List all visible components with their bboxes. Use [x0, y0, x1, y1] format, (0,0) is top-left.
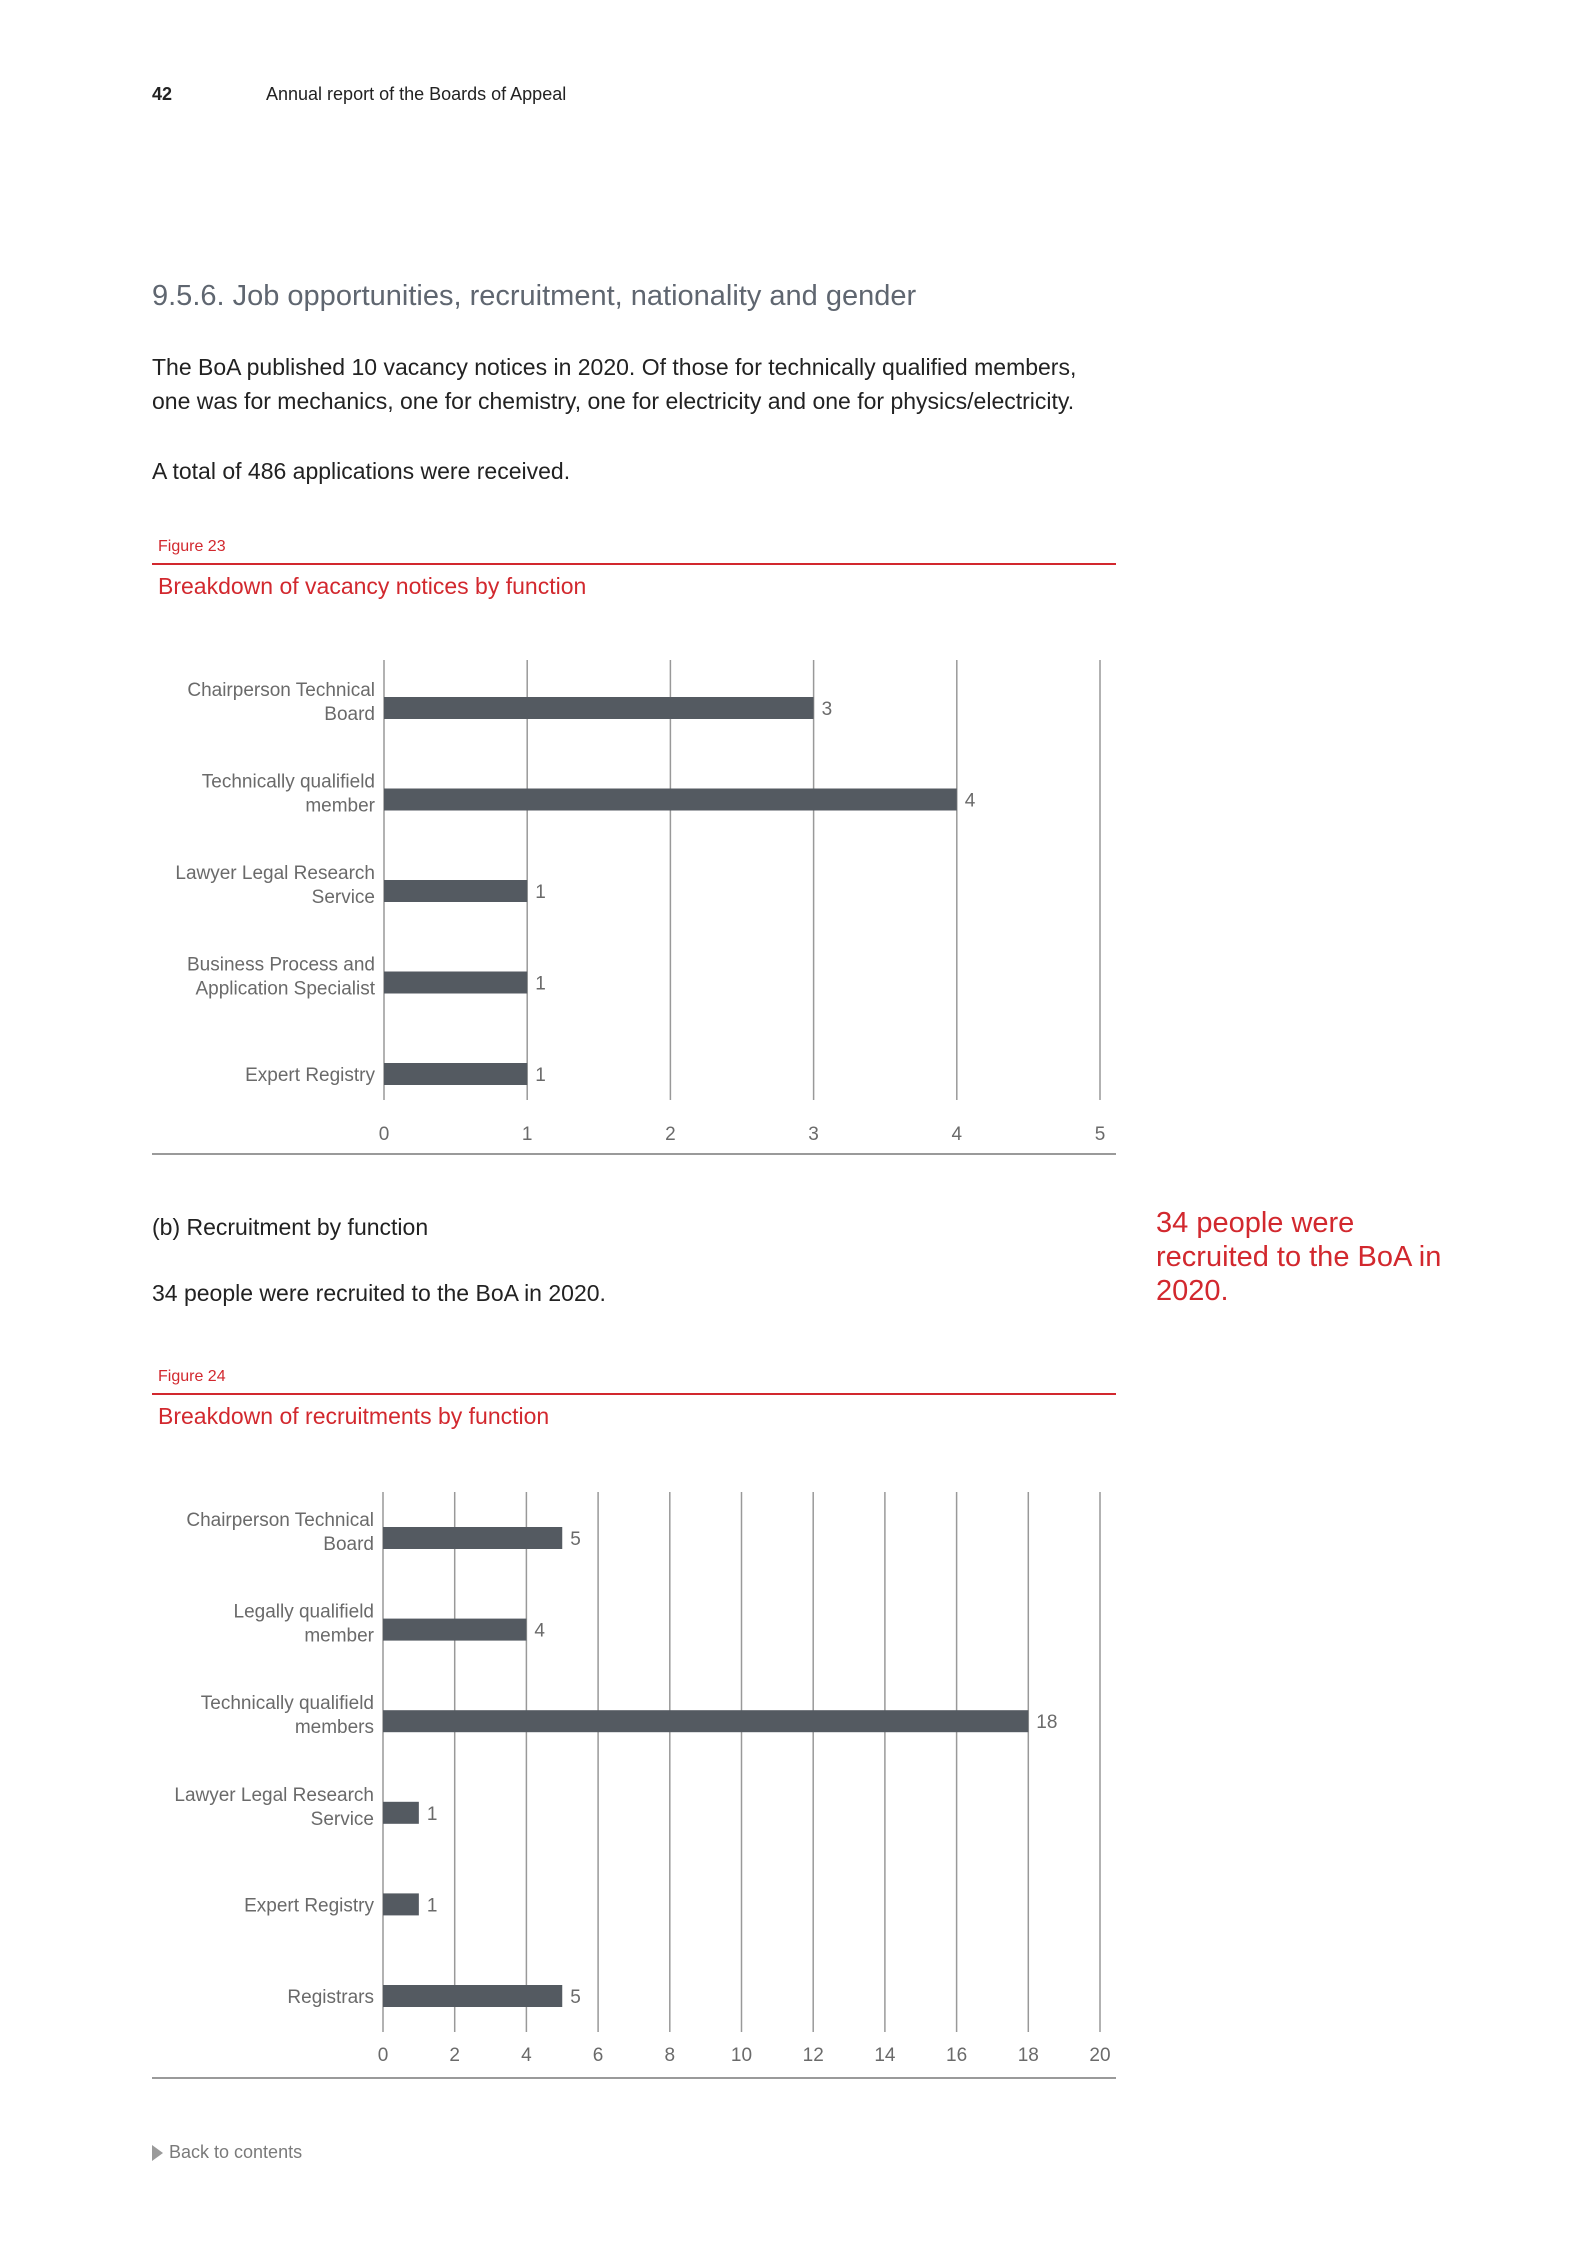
bar: [383, 1710, 1028, 1732]
bar: [383, 1985, 562, 2007]
applications-paragraph: A total of 486 applications were received.: [152, 458, 571, 484]
bar: [383, 1527, 562, 1549]
bar: [383, 1619, 526, 1641]
category-label: Service: [311, 887, 375, 908]
x-tick-label: 18: [1017, 2045, 1039, 2066]
category-label: Technically qualifield: [201, 771, 375, 793]
x-tick-label: 4: [521, 2045, 532, 2066]
bar: [384, 972, 527, 994]
category-label: member: [304, 1625, 374, 1647]
x-tick-label: 10: [730, 2045, 753, 2066]
back-to-contents-label: Back to contents: [169, 2142, 303, 2162]
intro-paragraph: The BoA published 10 vacancy notices in 2020. Of those for technically qualified members, one was for mechanics, one for chemistry, one for electricity and one for physics/electricity.: [152, 354, 1077, 414]
data-label: 5: [570, 1987, 581, 2008]
category-label: members: [294, 1717, 374, 1739]
category-label: Board: [323, 1534, 374, 1555]
x-tick-label: 20: [1089, 2045, 1111, 2066]
bar: [384, 1063, 527, 1085]
figure-24-label: Figure 24: [158, 1368, 226, 1385]
vacancy-chart: [175, 660, 1105, 1145]
x-tick-label: 5: [1094, 1124, 1106, 1145]
data-label: 3: [821, 699, 833, 720]
data-label: 18: [1036, 1712, 1058, 1734]
running-title: Annual report of the Boards of Appeal: [266, 84, 567, 104]
category-label: Lawyer Legal Research: [175, 863, 375, 884]
recruitment-subheading: (b) Recruitment by function: [152, 1214, 429, 1240]
x-tick-label: 12: [802, 2045, 824, 2066]
category-label: Expert Registry: [245, 1065, 375, 1086]
category-label: Application Specialist: [195, 978, 375, 1000]
section-heading: 9.5.6. Job opportunities, recruitment, nationality and gender: [152, 280, 917, 312]
figure-24-rule: [152, 1393, 1116, 1395]
bar: [384, 880, 527, 902]
x-tick-label: 14: [874, 2045, 896, 2066]
bar: [384, 789, 957, 811]
category-label: Expert Registry: [244, 1895, 374, 1917]
category-label: Chairperson Technical: [186, 1510, 374, 1531]
figure-23-title: Breakdown of vacancy notices by function: [158, 573, 587, 599]
category-label: Board: [324, 704, 375, 725]
category-label: Technically qualifield: [200, 1693, 374, 1715]
data-label: 1: [535, 882, 546, 903]
recruitment-paragraph: 34 people were recruited to the BoA in 2020.: [152, 1280, 606, 1306]
bar: [384, 697, 814, 719]
data-label: 4: [534, 1620, 545, 1642]
x-tick-label: 0: [377, 2045, 389, 2066]
category-label: Business Process and: [187, 954, 375, 976]
data-label: 1: [426, 1895, 438, 1917]
recruitment-chart: [174, 1492, 1110, 2066]
figure-23-rule: [152, 563, 1116, 565]
triangle-right-icon: [152, 2145, 163, 2161]
x-tick-label: 0: [378, 1124, 390, 1145]
category-label: Service: [310, 1808, 374, 1830]
figure-23-bottom-rule: [152, 1153, 1116, 1155]
x-tick-label: 4: [951, 1124, 963, 1145]
data-label: 1: [535, 973, 546, 995]
back-to-contents-link[interactable]: [152, 2142, 302, 2163]
bar: [383, 1893, 419, 1915]
figure-23-label: Figure 23: [158, 538, 226, 555]
bar: [383, 1802, 419, 1824]
x-tick-label: 3: [808, 1124, 819, 1145]
data-label: 1: [426, 1803, 438, 1825]
data-label: 1: [535, 1065, 546, 1086]
x-tick-label: 6: [592, 2045, 604, 2066]
page-number: 42: [152, 84, 173, 104]
figure-24-bottom-rule: [152, 2077, 1116, 2079]
category-label: Registrars: [287, 1987, 374, 2008]
category-label: member: [305, 795, 375, 817]
x-tick-label: 2: [665, 1124, 676, 1145]
category-label: Legally qualifield: [233, 1601, 374, 1623]
data-label: 5: [570, 1529, 581, 1550]
x-tick-label: 8: [664, 2045, 676, 2066]
x-tick-label: 1: [521, 1124, 533, 1145]
category-label: Lawyer Legal Research: [174, 1784, 374, 1806]
x-tick-label: 16: [946, 2045, 968, 2066]
x-tick-label: 2: [449, 2045, 460, 2066]
recruitment-callout: 34 people were recruited to the BoA in 2020.: [1156, 1207, 1442, 1307]
data-label: 4: [964, 790, 976, 812]
figure-24-title: Breakdown of recruitments by function: [158, 1403, 550, 1429]
category-label: Chairperson Technical: [187, 680, 375, 701]
